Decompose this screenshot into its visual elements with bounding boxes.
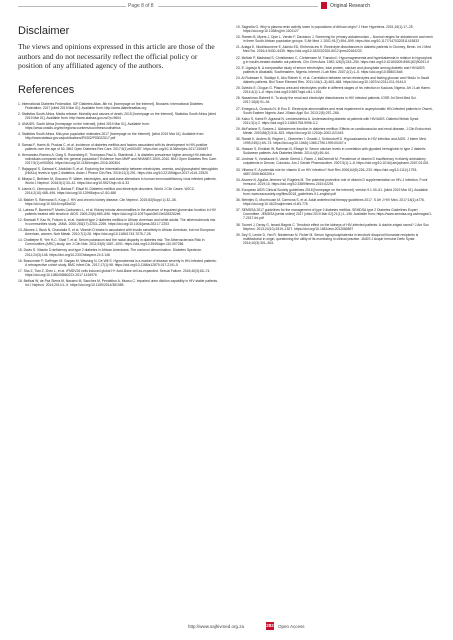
page-header xyxy=(0,0,453,14)
reference-item: 28. Kalco S, Kaimi R, Agrawal N, Lenkiewnimha A. Understanding diabetic at patients with HIV/AIDS. Diabetol Metab Syndr. 2011;3(1):2. https://doi.org/10.1186/1758-5996-3-2 xyxy=(236,116,420,125)
reference-item: 14. Chatterjee R, Yeh H-C, Shafi T, et al. Serum potassium and the racial disparity in diabetes risk: The Atherosclerosis Risk in Communities (ARIC) study. Am J Clin Nutr. 2011;93(5):1087–1091. https://doi.org/10.3945/ajcn.110.007286 xyxy=(18,238,205,247)
reference-item: 20. Ramen B, Myers J, Opie L, Verder F, Davidson J. Screening for primary aldosteronism – Normal ranges for aldosterone and renin in three South African population groups. S Afr Med J. 2001;91(7):594–599. https://doi.org/10.1177/1470320311415833 xyxy=(236,35,433,44)
reference-item: 22. McNair P, Madsbad S, Christiansen C, Christensen M, Transbol I. Hypomagnesemia and hyperkalaemia in relation to hypoxyluric g in insulin-treated diabetic out-patients. Clin Chim Acta. 1982;126(3):243–250. https://doi.org/10.1016/0009-8981(82)90291-9 xyxy=(236,55,433,64)
reference-item: 9. Liamis G, Liberopoulos E, Barkas F, Elisaf M. Diabetes mellitus and electrolyte disorders. World J Clin Cases. WJCC. 2014;2(10):488–496. https://doi.org/10.12998/wjcc.v2.i10.488 xyxy=(18,187,196,196)
reference-item: 2. Statistics South Africa. Media release: Mortality and causes of death, 2015 [homepage on the Internet]. Statistics South Africa [cited 2019 Mar 01]. Available from: http://www.statssa.gov.za/?p=9604 xyxy=(18,111,216,121)
header-rule-right xyxy=(158,6,318,7)
reference-item: 31. Hassan S, Elmidab W, Rahman N, Elbagir N. Serum calcium levels in correlation with glycated hemoglobin in type 2 diabetic Sudanese patients. Adv Diabetes Metab. 2014;4(4):59–64. xyxy=(236,147,426,156)
reference-list-right xyxy=(236,25,434,245)
reference-item: 37. SEMDSA 2017 guidelines for the management of type 2 diabetes mellitus. SEMDSA type 2 Diabetes Guidelines Expert Committee. JEMDSA [serial online] 2017 [cited 2019 Mar 02];21(1):1–196. Available from: https://www.semdsa.org.za/images/1-7-2017-fnl.pdf xyxy=(236,208,433,221)
reference-item: 36. Meintjes G, Moorhouse M, Carmona S, et al. Adult antiretroviral therapy guidelines 2017. S Afr J HIV Med. 2017;18(1):a776. https://doi.org/10.4102/sajhivmed.v18i1.776 xyxy=(236,198,425,207)
reference-item: 35. European AIDS Clinical Society guidelines 2018 [homepage on the Internet]. version 9.1 49–51. [cited 2019 Mar 01]. Available from: www.eacsociety.org/files/2018_guidelines-9.1-english.pdf xyxy=(236,188,428,197)
reference-item: 25. Dziedic E, Ologun G. Plasma urea and electrolytes profile in different stages of hiv infection in Kaduna, Nigeria. Afr J Lab Haem. 2014;4(1):1–6. https://doi.org/10.5897/ajol.v4i1.1.001 xyxy=(236,86,431,95)
reference-item: 6. Hernandez-Romieu A, Garg S, Rosenberg E, Thompson-Paul A, Skarbinski J. Is diabetes prevalence higher among HIV-infected individuals compared with the general population? Evidence from MMP and NHANES 2009–2010. BMJ Open Diabetes Res Care. 2017;5(1):e000304. https://doi.org/10.1136/bmjdrc-2016-000304 xyxy=(18,152,217,165)
reference-item: 39. Dey S, Lenke D, Yan R, Niederman N, Fisher M. Serum hypophosphatemia in tenofovir disoproxil fumarate recipients is multifactorial in origin, questioning the utility of its monitoring in clinical practice. JAIDS J Acquir Immune Defic Syndr. 2016;10(3):301–304. xyxy=(236,232,419,245)
reference-item: 10. Bakker S, Rahmana S, Kopp J. HIV and chronic kidney disease. Clin Nephrol. 2015;83(Suppl 1):32–38. https://doi.org/10.5414/cnp83s032 xyxy=(18,197,177,206)
page-indicator: Page 8 of 8 xyxy=(128,3,154,9)
reference-item: 1. International Diabetes Federation. IDF Diabetes Atlas, 8th ed. [homepage on the Internet]. Brussels: International Diabetes Federation; 2017 [cited 2019 Mar 01]. Available from: http://www.diabetesatlas.org xyxy=(18,101,203,110)
right-column xyxy=(236,25,434,247)
reference-list-left xyxy=(18,102,218,287)
page-number: 282 xyxy=(266,623,274,628)
reference-item: 21. Ariaga E, Niodihoumene E, Asiedu ED, Ehrhenia-ew H. Electrolyte disturbances in diabetic patients in Ctonney, Benin. Int J Med Med Sci. 2016;4:5430–5435. https://doi.org/10.18203/2320-6012.ijrms20164233 xyxy=(236,45,431,54)
reference-item: 23. E. Ugwuja N. A comparative study of serum electrolytes, total protein, calcium and phosphate among diabetic and HIV/AIDS patients in Abakaliki, Southeastern, Nigeria. Internet J Lab Med. 2007;2(1):1–5. https://doi.org/10.5580/15a5 xyxy=(236,65,425,74)
reference-item: 34. Alvarez N, Aguilar-Jimenez W, Rugeles M. The potential protective role of vitamin D supplementation on HIV-1 infection. Front Immunol. 2019;10. https://doi.org/10.3389/fimmu.2019.02291 xyxy=(236,177,428,186)
reference-item: 16. Bossonnier P, Daffinger M, Gargas M, Wassing N, De Wit S. Hyponatremia is a marker of disease severity in HIV-infected patients: A retrospective cohort study. BMC Infect Dis. 2017;17(1):98. https://doi.org/10.1186/s12879-017-2191-5 xyxy=(18,258,217,267)
reference-item: 17. Sha Z, Tian Z, Zhen L, et al. rFMDV26 cells induced global H+ Acid-Base cell as-expanded. Sexual Failure. 2018;40(3):60–74. https://doi.org/10.1080/0886022X.2017.1416976 xyxy=(18,268,211,277)
disclaimer-text: The views and opinions expressed in this article are those of the authors and do not necessarily reflect the official policy or position of any affiliated agency of the authors. xyxy=(18,42,215,71)
reference-item: 27. Emegwu A, Ozowulu N, Ill Enu E. Electrolyte abnormalities and renal impairment in asymptomatic HIV-infected patients in Owerri, South Eastern Nigeria. Asst J Basic Appl Sci. 2013;2(5):257–266. xyxy=(236,106,433,115)
reference-item: 15. Davis S. Vitamin D deficiency and type 2 diabetes in African Americans: The common denomination. Diabetes Spectrum. 2011;24(3):148. https://doi.org/10.2337/diaspect.24.3.148 xyxy=(18,248,203,257)
reference-item: 8. Mbaya C, Bethlem M, Giacomo R. Water, electrolytes, and acid-base alterations in human immunodeficiency virus infected patients. World J Nephrol. 2016;5(1):33–42. https://doi.org/10.5527/wjn.v5.i1.33 xyxy=(18,177,217,186)
reference-item: 38. Tourret J, Deray G, Isnard-Bagnis C. Tenofovir effect on the kidneys of HIV-infected patients: A double-edged sword? J Am Soc Nephrol. 2013;24(10):1519–1527. https://doi.org/10.1681/asn.2012080857 xyxy=(236,222,429,231)
reference-item: 29. McFarlane S, Sowers J. Aldosterone function in diabetes mellitus: Effects on cardiovascular and renal disease. J Clin Endocrinol Metab. 2003;88(2):516–523. https://doi.org/10.1210/jc.2002-021443 xyxy=(236,126,432,135)
header-rule-left xyxy=(18,6,126,7)
reference-item: 33. Villamor E. A potential role for vitamin D on HIV infection? Nutr Rev 2006;64(5):226–233. https://doi.org/10.1111/j.1753-4887.2006.tb00205.x xyxy=(236,167,418,176)
section-label: Original Research xyxy=(330,3,371,9)
reference-item: 5. Samad F, Harris M, Puskas C, et al. Incidence of diabetes mellitus and factors associated with its development in HIV-positive patients over the age of 50. BMJ Open Diabetes Res Care. 2017;5(1):e000457. https://doi.org/10.1136/bmjdrc-2017-000457 xyxy=(18,142,209,151)
reference-item: 26. Nazariman-Rabeeli K. To study the renal and electrolyte disturbances in HIV infected patients. IOSR Jnl Dent Med Sci. 2017;16(8):91–94. xyxy=(236,96,417,105)
disclaimer-heading: Disclaimer xyxy=(18,25,70,37)
reference-item: 13. Alkoree J, Bush N, Chandalia S, et al. Vitamin D intake is associated with insulin sensitivity in African American, but not European American, women. Nutr Metab. 2010;7(1):28. https://doi.org/10.1186/1743-7075-7-28 xyxy=(18,228,215,237)
reference-item: 7. Rajagopal S, Gaiswal K, Abdullah S, et al. Exploring the interrelationship between electrolytes, anemia, and glycosylated hemoglobin (HbA1c) levels in type 2 diabetics. Asian J Pharm Clin Res. 2018;11(1):251. https://doi.org/10.22159/ajpcr.2017.v11i1.22520 xyxy=(18,166,218,175)
open-access-label: Open Access xyxy=(278,624,305,629)
reference-item: 4. Statistics South Africa. Mid-year population estimates 2017 [homepage on the Internet]. [cited 2019 Mar 01]. Available from: http://www.statssa.gov.za/publications/P0302/P03022017.pdf xyxy=(18,132,205,141)
left-column xyxy=(18,25,218,289)
reference-item: 3. UNAIDS. South Africa [homepage on the Internet]. [cited 2019 Mar 01]. Available from: https://www.unaids.org/en/regionscountries/countries/southafrica xyxy=(18,122,150,131)
reference-item: 19. Sagnella G. Why is plasma renin activity lower in populations of African origin? J Hum Hypertens. 2001;15(1):17–25. https://doi.org/10.1038/sj.jhh.1001127 xyxy=(236,25,414,34)
reference-item: 32. Lindmar S, Vondracek S, Vande Griend J, Racer J, McDermott M. Prevalence of vitamin D insufficiency in elderly ambulatory outpatients in Denver, Colorado. Am J Geriatr Pharmacother. 2007;5(1):1–8. https://doi.org/10.1016/j.amjopharm.2007.03.001 xyxy=(236,157,429,166)
section-marker xyxy=(321,2,327,9)
reference-item: 24. Al-Rubeaan K, Siddiqui K, Abu Risheh K, et al. Correlation between serum electrolytes and fasting glucose and Hba1c in Saudi diabetic patients. Biol Trace Element Res. 2011;144(1–3):463–468. https://doi.org/10.1007/s12011-011-9144-0 xyxy=(236,75,430,84)
reference-item: 12. Brancati F, Kao W, Folsom A, et al. Incident type 2 diabetes mellitus in African American and white adults: The atherosclerosis risk in communities study. JAMA. 2000;283(17):2253–2259. https://doi.org/10.1001/jama.283.17.2253 xyxy=(18,217,216,226)
journal-url-link[interactable]: http://www.sajhivmed.org.za xyxy=(188,624,245,629)
references-heading: References xyxy=(18,83,75,96)
reference-item: 18. Bellisai W, de Paz Sierra M, Navarro M, Sanchez M, Pendelton A, Musso C. Impaired urine dilution capability in HIV stable patients. Int J Nephrol. 2014;2014:1–9. https://doi.org/10.1155/2014/381985 xyxy=(18,279,218,288)
reference-item: 30. Ramie K, Anders M, Regner L, Oberreiter I, Gnadel J, Schlondorff D. Hypocalcaemia in HIV infection and AIDS. J Intern Med. 1995;245(1):69–73. https://doi.org/10.1046/j.1365-2796.1999.00407.x xyxy=(236,137,427,146)
reference-item: 11. Lakeaz P, Barreira P, Martin-Carbonero L, et al. Kidney tubular abnormalities in the absence of impaired glomerular function in HIV patients treated with tenofovir. AIDS. 2009;23(6):689–696. https://doi.org/10.1097/qad.0b013e3283262e6 xyxy=(18,207,216,216)
